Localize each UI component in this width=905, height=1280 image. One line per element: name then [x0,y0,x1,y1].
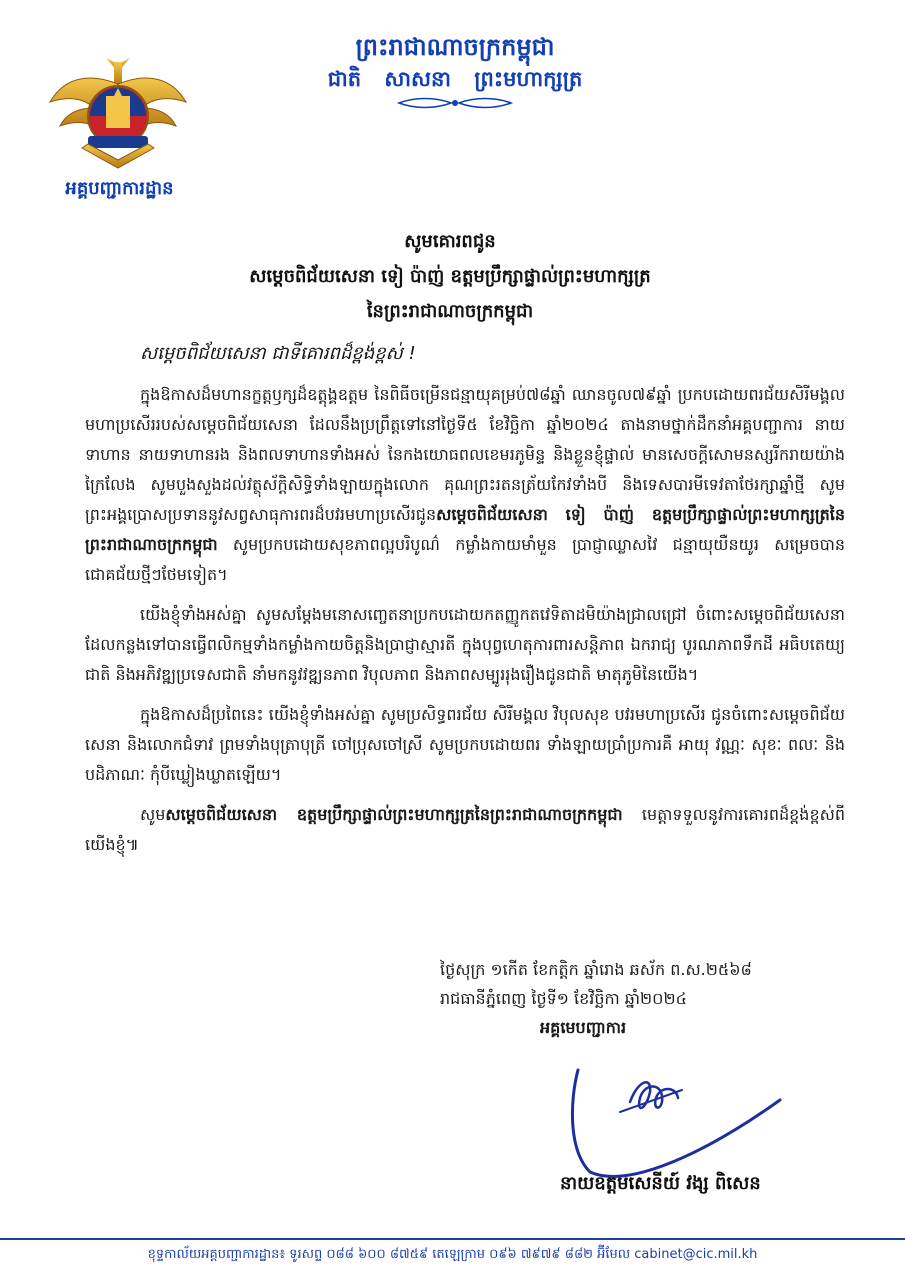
date-block [440,955,860,1042]
paragraph-3: ក្នុងឱកាសដ៏ប្រពៃនេះ យើងខ្ញុំទាំងអស់គ្នា សូមប្រសិទ្ធពរជ័យ សិរីមង្គល វិបុលសុខ បវរមហាប្រសើរ ជូនចំពោះសម្តេចពិជ័យសេនា និងលោកជំទាវ ព្រមទាំងបុត្រាបុត្រី ចៅប្រុសចៅស្រី សូមប្រកបដោយពរ ទាំងឡាយប្រាំប្រការគឺ អាយុ វណ្ណៈ សុខៈ ពលៈ និងបដិភាណៈ កុំបីឃ្លៀងឃ្លាតឡើយ។ [85,705,845,784]
signer-name: នាយឧត្តមសេនីយ៍ វង្ស ពិសេន [560,1173,761,1194]
paragraph-1-recipient: សម្តេចពិជ័យសេនា ទៀ ប៉ាញ់ ឧត្តមប្រឹក្សាផ្ទាល់ព្រះមហាក្សត្រនៃព្រះរាជាណាចក្រកម្ពុជា [85,505,845,554]
place-date: រាជធានីភ្នំពេញ ថ្ងៃទី១ ខែវិច្ឆិកា ឆ្នាំ២០២៤ [440,989,687,1008]
ornament-divider-icon [395,96,515,110]
letter-body [85,380,845,870]
paragraph-1-part-a: ក្នុងឱកាសដ៏មហានក្ខត្តឫក្សដ៏ឧត្តុង្គឧត្តម នៃពិធីចម្រើនជន្មាយុគម្រប់៧៨ឆ្នាំ ឈានចូល៧៩ឆ្នាំ ប្រកបដោយពរជ័យសិរីមង្គលមហាប្រសើររបស់សម្តេចពិជ័យសេនា ដែលនឹងប្រព្រឹត្តទៅនៅថ្ងៃទី៥ ខែវិច្ឆិកា ឆ្នាំ២០២៤ តាងនាមថ្នាក់ដឹកនាំអគ្គបញ្ជាការ នាយទាហាន នាយទាហានរង និងពលទាហានទាំងអស់ នៃកងយោធពលខេមរភូមិន្ទ និងខ្លួនខ្ញុំផ្ទាល់ មានសេចក្តីសោមនស្សរីករាយយ៉ាងក្រៃលែង សូមបួងសួងដល់វត្ថុស័ក្តិសិទ្ធិទាំងឡាយក្នុងលោក គុណព្រះរតនត្រ័យកែវទាំងបី និងទេសបារមីទេវតាថែរក្សាឆ្នាំថ្មី សូមព្រះអង្គប្រោសប្រទាននូវសព្វសាធុការពរដ៏បវរមហាប្រសើរជូន [85,385,845,524]
paragraph-2: យើងខ្ញុំទាំងអស់គ្នា សូមសម្តែងមនោសញ្ចេតនាប្រកបដោយកតញ្ញូកតវេទិតាដមិយ៉ាងជ្រាលជ្រៅ ចំពោះសម្តេចពិជ័យសេនា ដែលកន្លងទៅបានធ្វើពលិកម្មទាំងកម្លាំងកាយចិត្តនិងប្រាជ្ញាស្មារតី ក្នុងបុព្វហេតុការពារសន្តិភាព ឯករាជ្យ បូរណភាពទឹកដី អធិបតេយ្យជាតិ និងអភិវឌ្ឍប្រទេសជាតិ នាំមកនូវវឌ្ឍនភាព វិបុលភាព និងភាពសម្បូររុងរឿងជូនជាតិ មាតុភូមិនៃយើង។ [85,605,845,684]
paragraph-4-recipient: សម្តេចពិជ័យសេនា ឧត្តមប្រឹក្សាផ្ទាល់ព្រះមហាក្សត្រនៃព្រះរាជាណាចក្រកម្ពុជា [165,805,623,824]
footer-contact: ខុទ្ទកាល័យអគ្គបញ្ជាការដ្ឋាន៖ ទូរសព្ទ ០៨៨ ៦០០ ៨៧៥៩ តេឡេក្រាម ០៩៦ ៧៩៧៩ ៨៨២ អ៊ីមែល cabinet@cic.mil.kh [147,1247,758,1262]
kingdom-title: ព្រះរាជាណាចក្រកម្ពុជា [355,33,555,61]
lunar-date: ថ្ងៃសុក្រ ១កើត ខែកត្តិក ឆ្នាំរោង ឆស័ក ព.ស.២៥៦៨ [440,960,752,979]
department-title: អគ្គបញ្ជាការដ្ឋាន [65,178,174,199]
kingdom-header [250,30,660,110]
salutation: សម្តេចពិជ័យសេនា ជាទីគោរពដ៏ខ្ពង់ខ្ពស់ ! [140,343,416,364]
signature-icon [560,1040,790,1180]
addressee-line-3: នៃព្រះរាជាណាចក្រកម្ពុជា [366,301,534,322]
addressee-line-1: សូមគោរពជូន [404,231,496,252]
paragraph-1-part-c: សូមប្រកបដោយសុខភាពល្អបរិបូណ៌ កម្លាំងកាយមាំមួន ប្រាជ្ញាឈ្លាសវៃ ជន្មាយុយឺនយូរ សម្រេចបានជោគជ័យថ្មីៗថែមទៀត។ [85,535,845,584]
rcaf-emblem-icon [48,52,188,172]
paragraph-1 [85,380,845,590]
paragraph-4 [85,800,845,860]
signatory-title: អគ្គមេបញ្ជាការ [540,1018,627,1037]
addressee-block [60,224,840,329]
national-motto: ជាតិ សាសនា ព្រះមហាក្សត្រ [327,67,583,91]
addressee-line-2: សម្តេចពិជ័យសេនា ទៀ ប៉ាញ់ ឧត្តមប្រឹក្សាផ្ទាល់ព្រះមហាក្សត្រ [249,266,651,287]
footer-divider [0,1238,905,1240]
paragraph-4-part-a: សូម [140,805,166,824]
paragraph-4-part-c: មេត្តាទទួលនូវការគោរពដ៏ខ្ពង់ខ្ពស់ពីយើងខ្ញុំ៕ [85,805,845,854]
